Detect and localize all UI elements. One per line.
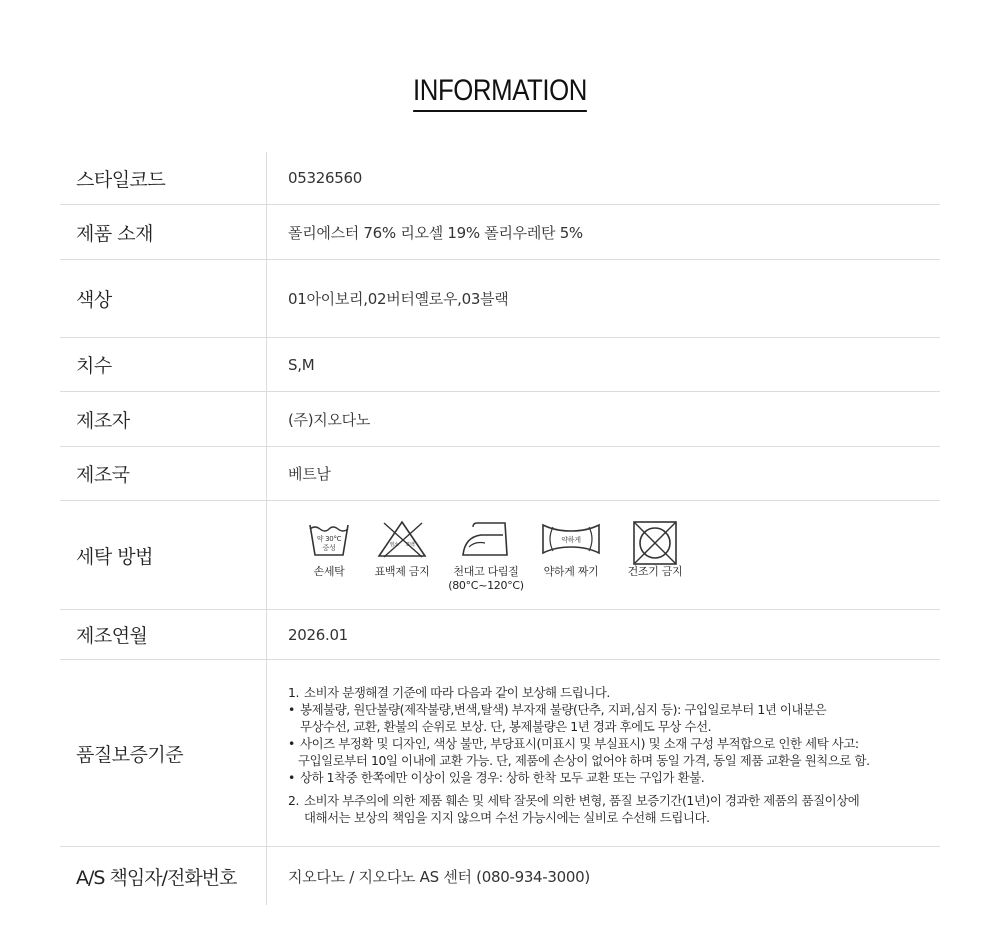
country-value: 베트남 bbox=[288, 465, 331, 483]
row-material bbox=[60, 205, 940, 260]
bullet-dot: • bbox=[288, 736, 295, 751]
quality-bullet-3 bbox=[288, 769, 870, 786]
no-bleach-chlorine: 염소 bbox=[389, 542, 399, 548]
quality-label: 품질보증기준 bbox=[60, 660, 267, 846]
row-maker bbox=[60, 392, 940, 447]
care-no-bleach bbox=[374, 519, 430, 579]
style-code-label: 스타일코드 bbox=[60, 152, 267, 204]
quality-bullet-1-line-2: 무상수선, 교환, 환불의 순위로 보상. 단, 봉제불량은 1년 경과 후에도 무상 수선. bbox=[300, 719, 712, 734]
page-title bbox=[70, 74, 930, 108]
size-label: 치수 bbox=[60, 338, 267, 391]
product-info-table bbox=[60, 152, 940, 905]
iron-label-line-1: 천대고 다림질 bbox=[453, 565, 519, 578]
row-date bbox=[60, 610, 940, 660]
quality-bullet-2-line-2: 구입일로부터 10일 이내에 교환 가능. 단, 제품에 손상이 없어야 하며 동일 가격, 동일 제품 교환을 원칙으로 함. bbox=[298, 753, 870, 768]
quality-item-1-text: 소비자 분쟁해결 기준에 따라 다음과 같이 보상해 드립니다. bbox=[304, 685, 610, 700]
hand-wash-temp: 약 30°C bbox=[316, 535, 342, 543]
page-title-text: INFORMATION bbox=[413, 74, 587, 112]
no-tumble-dry-icon bbox=[631, 519, 679, 567]
quality-item-2-line-1: 소비자 부주의에 의한 제품 훼손 및 세탁 잘못에 의한 변형, 품질 보증기간(1년)이 경과한 제품의 품질이상에 bbox=[304, 793, 860, 808]
material-label: 제품 소재 bbox=[60, 205, 267, 259]
no-bleach-bleach: 표백 bbox=[405, 542, 415, 548]
quality-bullet-2 bbox=[288, 735, 870, 769]
care-ironing bbox=[450, 519, 522, 593]
care-icons bbox=[306, 517, 686, 593]
row-as bbox=[60, 847, 940, 905]
quality-bullet-2-line-1: 사이즈 부정확 및 디자인, 색상 불만, 부당표시(미표시 및 부실표시) 및 소재 구성 부적합으로 인한 세탁 사고: bbox=[300, 736, 859, 751]
no-bleach-label: 표백제 금지 bbox=[374, 565, 430, 578]
washing-label: 세탁 방법 bbox=[60, 501, 267, 609]
washing-value bbox=[267, 501, 940, 609]
quality-item-2-num: 2. bbox=[288, 793, 300, 808]
gentle-wring-label: 약하게 짜기 bbox=[543, 565, 599, 578]
care-no-tumble-dry bbox=[624, 519, 686, 579]
iron-label-line-2: (80°C~120°C) bbox=[448, 579, 524, 592]
maker-value: (주)지오다노 bbox=[288, 410, 371, 429]
bullet-dot: • bbox=[288, 770, 295, 785]
quality-value bbox=[267, 660, 940, 846]
maker-label: 제조자 bbox=[60, 392, 267, 446]
row-style-code bbox=[60, 152, 940, 205]
bullet-dot: • bbox=[288, 702, 295, 717]
care-gentle-wring bbox=[538, 519, 604, 579]
quality-item-2 bbox=[288, 792, 870, 826]
material-value: 폴리에스터 76% 리오셀 19% 폴리우레탄 5% bbox=[288, 223, 583, 242]
no-bleach-icon bbox=[376, 519, 428, 559]
as-value: 지오다노 / 지오다노 AS 센터 (080-934-3000) bbox=[288, 867, 590, 886]
quality-bullet-1 bbox=[288, 701, 870, 735]
color-value: 01아이보리,02버터옐로우,03블랙 bbox=[288, 290, 509, 308]
gentle-wring-icon bbox=[541, 519, 601, 559]
gentle-wring-text: 약하게 bbox=[561, 536, 581, 544]
iron-icon bbox=[455, 519, 517, 559]
as-label: A/S 책임자/전화번호 bbox=[60, 847, 267, 905]
quality-notes bbox=[288, 680, 870, 826]
row-country bbox=[60, 447, 940, 501]
country-label: 제조국 bbox=[60, 447, 267, 500]
hand-wash-icon bbox=[307, 519, 351, 559]
size-value: S,M bbox=[288, 355, 315, 374]
quality-item-1 bbox=[288, 684, 870, 701]
style-code-value: 05326560 bbox=[288, 169, 362, 187]
header bbox=[0, 0, 1000, 152]
row-size bbox=[60, 338, 940, 392]
row-quality bbox=[60, 660, 940, 847]
color-label: 색상 bbox=[60, 260, 267, 337]
iron-label bbox=[448, 565, 524, 593]
date-label: 제조연월 bbox=[60, 610, 267, 659]
care-hand-wash bbox=[306, 519, 352, 579]
hand-wash-neutral: 중성 bbox=[322, 544, 336, 552]
row-color bbox=[60, 260, 940, 338]
hand-wash-label: 손세탁 bbox=[313, 565, 345, 578]
quality-bullet-3-line-1: 상하 1착중 한쪽에만 이상이 있을 경우: 상하 한착 모두 교환 또는 구입가 환불. bbox=[300, 770, 705, 785]
quality-bullet-1-line-1: 봉제불량, 원단불량(제작불량,변색,탈색) 부자재 불량(단추, 지퍼,심지 등): 구입일로부터 1년 이내분은 bbox=[300, 702, 827, 717]
quality-item-1-num: 1. bbox=[288, 685, 300, 700]
no-tumble-dry-label: 건조기 금지 bbox=[627, 565, 683, 578]
date-value: 2026.01 bbox=[288, 625, 348, 644]
quality-item-2-line-2: 대해서는 보상의 책임을 지지 않으며 수선 가능시에는 실비로 수선해 드립니다. bbox=[304, 810, 710, 825]
row-washing bbox=[60, 501, 940, 610]
